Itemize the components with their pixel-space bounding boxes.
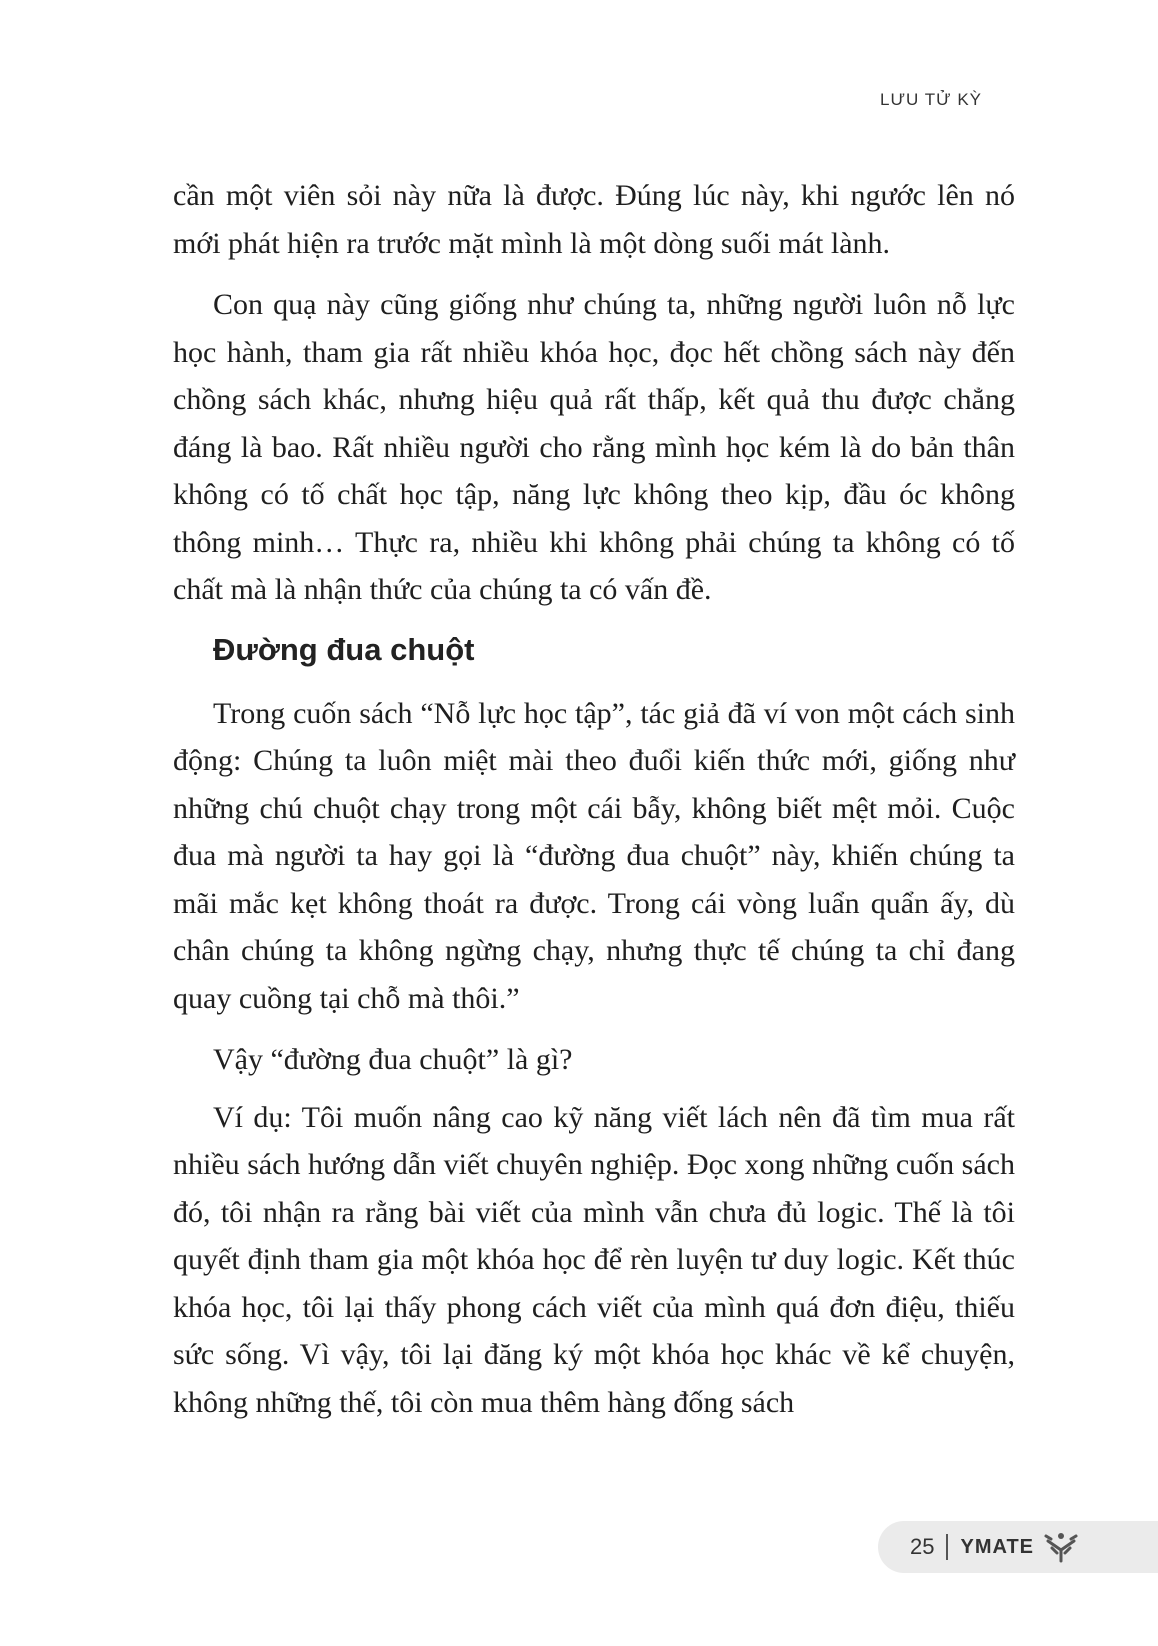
brand-name: YMATE <box>960 1535 1034 1558</box>
paragraph-crow-analogy: Con quạ này cũng giống như chúng ta, những người luôn nỗ lực học hành, tham gia rất nhiều khóa học, đọc hết chồng sách này đến chồng sách khác, nhưng hiệu quả rất thấp, kết quả thu được chẳng đáng là bao. Rất nhiều người cho rằng mình học kém là do bản thân không có tố chất học tập, năng lực không theo kịp, đầu óc không thông minh… Thực ra, nhiều khi không phải chúng ta không có tố chất mà là nhận thức của chúng ta có vấn đề. <box>173 288 1015 606</box>
paragraph-continuation: cần một viên sỏi này nữa là được. Đúng lúc này, khi ngước lên nó mới phát hiện ra trước mặt mình là một dòng suối mát lành. <box>173 179 1015 260</box>
paragraph-example: Ví dụ: Tôi muốn nâng cao kỹ năng viết lách nên đã tìm mua rất nhiều sách hướng dẫn viết chuyên nghiệp. Đọc xong những cuốn sách đó, tôi nhận ra rằng bài viết của mình vẫn chưa đủ logic. Thế là tôi quyết định tham gia một khóa học để rèn luyện tư duy logic. Kết thúc khóa học, tôi lại thấy phong cách viết của mình quá đơn điệu, thiếu sức sống. Vì vậy, tôi lại đăng ký một khóa học khác về kể chuyện, không những thế, tôi còn mua thêm hàng đống sách <box>173 1100 1015 1419</box>
ymate-logo-icon <box>1044 1530 1078 1564</box>
footer-divider <box>946 1534 948 1560</box>
footer-bar <box>878 1521 1158 1573</box>
paragraph-rat-race-quote: Trong cuốn sách “Nỗ lực học tập”, tác giả đã ví von một cách sinh động: Chúng ta luôn miệt mài theo đuổi kiến thức mới, giống như những chú chuột chạy trong một cái bẫy, không biết mệt mỏi. Cuộc đua mà người ta hay gọi là “đường đua chuột” này, khiến chúng ta mãi mắc kẹt không thoát ra được. Trong cái vòng luẩn quẩn ấy, dù chân chúng ta không ngừng chạy, nhưng thực tế chúng ta chỉ đang quay cuồng tại chỗ mà thôi.” <box>173 696 1015 1015</box>
paragraph-question: Vậy “đường đua chuột” là gì? <box>213 1043 573 1076</box>
page-number: 25 <box>910 1534 935 1559</box>
page-body <box>173 172 1015 1440</box>
running-header: LƯU TỬ KỲ <box>880 90 982 109</box>
section-heading: Đường đua chuột <box>213 631 475 667</box>
